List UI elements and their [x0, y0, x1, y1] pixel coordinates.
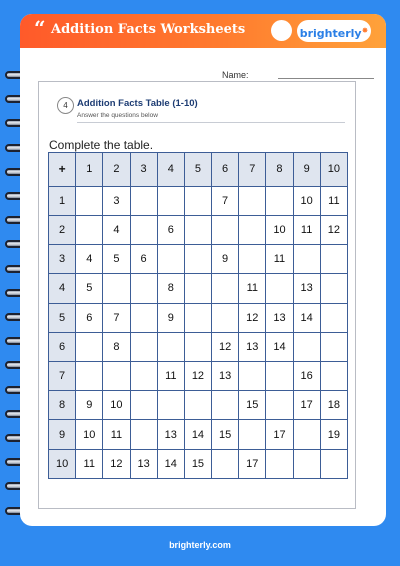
table-row	[49, 449, 348, 478]
filled-cell: 6	[157, 215, 184, 244]
row-header: 5	[49, 303, 76, 332]
quote-icon: “	[34, 16, 46, 40]
column-header: 10	[320, 153, 347, 187]
blank-answer-cell[interactable]	[157, 332, 184, 361]
table-row	[49, 362, 348, 391]
filled-cell: 13	[293, 274, 320, 303]
name-label: Name:	[222, 70, 249, 80]
filled-cell: 17	[239, 449, 266, 478]
filled-cell: 3	[103, 186, 130, 215]
blank-answer-cell[interactable]	[103, 274, 130, 303]
filled-cell: 9	[212, 245, 239, 274]
filled-cell: 11	[239, 274, 266, 303]
filled-cell: 17	[266, 420, 293, 449]
filled-cell: 13	[130, 449, 157, 478]
filled-cell: 19	[320, 420, 347, 449]
filled-cell: 5	[76, 274, 103, 303]
table-row	[49, 274, 348, 303]
blank-answer-cell[interactable]	[212, 215, 239, 244]
filled-cell: 17	[293, 391, 320, 420]
filled-cell: 13	[266, 303, 293, 332]
row-header: 6	[49, 332, 76, 361]
blank-answer-cell[interactable]	[320, 245, 347, 274]
column-header: 6	[212, 153, 239, 187]
filled-cell: 13	[212, 362, 239, 391]
row-header: 7	[49, 362, 76, 391]
blank-answer-cell[interactable]	[76, 186, 103, 215]
filled-cell: 10	[266, 215, 293, 244]
filled-cell: 15	[184, 449, 211, 478]
column-header: 1	[76, 153, 103, 187]
filled-cell: 11	[76, 449, 103, 478]
filled-cell: 8	[157, 274, 184, 303]
filled-cell: 15	[212, 420, 239, 449]
filled-cell: 13	[239, 332, 266, 361]
column-header: 9	[293, 153, 320, 187]
blank-answer-cell[interactable]	[184, 303, 211, 332]
blank-answer-cell[interactable]	[320, 274, 347, 303]
blank-answer-cell[interactable]	[293, 245, 320, 274]
blank-answer-cell[interactable]	[184, 215, 211, 244]
blank-answer-cell[interactable]	[320, 362, 347, 391]
filled-cell: 6	[76, 303, 103, 332]
filled-cell: 4	[103, 215, 130, 244]
filled-cell: 7	[103, 303, 130, 332]
blank-answer-cell[interactable]	[130, 215, 157, 244]
worksheet-title: Addition Facts Worksheets	[51, 22, 246, 37]
blank-answer-cell[interactable]	[293, 332, 320, 361]
blank-answer-cell[interactable]	[212, 391, 239, 420]
filled-cell: 14	[157, 449, 184, 478]
column-header: 2	[103, 153, 130, 187]
filled-cell: 7	[212, 186, 239, 215]
blank-answer-cell[interactable]	[293, 449, 320, 478]
filled-cell: 12	[320, 215, 347, 244]
blank-answer-cell[interactable]	[76, 215, 103, 244]
blank-answer-cell[interactable]	[239, 186, 266, 215]
circle-icon	[271, 20, 292, 41]
blank-answer-cell[interactable]	[76, 362, 103, 391]
filled-cell: 13	[157, 420, 184, 449]
table-row	[49, 303, 348, 332]
blank-answer-cell[interactable]	[212, 274, 239, 303]
filled-cell: 8	[103, 332, 130, 361]
blank-answer-cell[interactable]	[76, 332, 103, 361]
worksheet-page	[20, 14, 386, 526]
instruction-text: Complete the table.	[49, 138, 154, 152]
column-header: 4	[157, 153, 184, 187]
blank-answer-cell[interactable]	[266, 186, 293, 215]
filled-cell: 14	[266, 332, 293, 361]
name-input-line[interactable]	[278, 78, 374, 79]
blank-answer-cell[interactable]	[212, 449, 239, 478]
filled-cell: 4	[76, 245, 103, 274]
blank-answer-cell[interactable]	[130, 274, 157, 303]
filled-cell: 16	[293, 362, 320, 391]
filled-cell: 9	[76, 391, 103, 420]
blank-answer-cell[interactable]	[130, 420, 157, 449]
column-header: 8	[266, 153, 293, 187]
filled-cell: 11	[157, 362, 184, 391]
filled-cell: 11	[320, 186, 347, 215]
blank-answer-cell[interactable]	[320, 449, 347, 478]
filled-cell: 11	[103, 420, 130, 449]
blank-answer-cell[interactable]	[130, 186, 157, 215]
blank-answer-cell[interactable]	[157, 186, 184, 215]
table-row	[49, 391, 348, 420]
section-title: Addition Facts Table (1-10)	[77, 98, 198, 109]
section-number-badge: 4	[57, 97, 74, 114]
column-header: 7	[239, 153, 266, 187]
table-row	[49, 186, 348, 215]
spark-icon: ✸	[361, 26, 369, 35]
table-row	[49, 420, 348, 449]
blank-answer-cell[interactable]	[320, 332, 347, 361]
footer-url: brighterly.com	[169, 540, 231, 550]
filled-cell: 14	[293, 303, 320, 332]
filled-cell: 11	[293, 215, 320, 244]
filled-cell: 11	[266, 245, 293, 274]
blank-answer-cell[interactable]	[239, 245, 266, 274]
section-subtitle: Answer the questions below	[77, 112, 158, 119]
blank-answer-cell[interactable]	[130, 332, 157, 361]
filled-cell: 18	[320, 391, 347, 420]
filled-cell: 10	[76, 420, 103, 449]
blank-answer-cell[interactable]	[184, 186, 211, 215]
blank-answer-cell[interactable]	[130, 362, 157, 391]
blank-answer-cell[interactable]	[130, 303, 157, 332]
blank-answer-cell[interactable]	[157, 245, 184, 274]
row-header: 3	[49, 245, 76, 274]
blank-answer-cell[interactable]	[239, 420, 266, 449]
table-row	[49, 245, 348, 274]
filled-cell: 12	[184, 362, 211, 391]
blank-answer-cell[interactable]	[184, 274, 211, 303]
row-header: 2	[49, 215, 76, 244]
filled-cell: 15	[239, 391, 266, 420]
column-header: 5	[184, 153, 211, 187]
blank-answer-cell[interactable]	[239, 215, 266, 244]
table-header-row	[49, 153, 348, 187]
blank-answer-cell[interactable]	[239, 362, 266, 391]
filled-cell: 6	[130, 245, 157, 274]
blank-answer-cell[interactable]	[320, 303, 347, 332]
filled-cell: 12	[212, 332, 239, 361]
blank-answer-cell[interactable]	[266, 449, 293, 478]
filled-cell: 9	[157, 303, 184, 332]
blank-answer-cell[interactable]	[266, 362, 293, 391]
table-row	[49, 215, 348, 244]
row-header: 9	[49, 420, 76, 449]
blank-answer-cell[interactable]	[157, 391, 184, 420]
row-header: 10	[49, 449, 76, 478]
blank-answer-cell[interactable]	[293, 420, 320, 449]
filled-cell: 12	[239, 303, 266, 332]
row-header: 1	[49, 186, 76, 215]
addition-table	[48, 152, 348, 479]
section-divider	[77, 122, 345, 123]
filled-cell: 5	[103, 245, 130, 274]
table-corner-plus: +	[49, 153, 76, 187]
filled-cell: 12	[103, 449, 130, 478]
blank-answer-cell[interactable]	[103, 362, 130, 391]
blank-answer-cell[interactable]	[184, 391, 211, 420]
filled-cell: 10	[293, 186, 320, 215]
blank-answer-cell[interactable]	[184, 332, 211, 361]
filled-cell: 14	[184, 420, 211, 449]
brand-logo-text: brighterly	[299, 27, 362, 40]
column-header: 3	[130, 153, 157, 187]
blank-answer-cell[interactable]	[266, 274, 293, 303]
row-header: 4	[49, 274, 76, 303]
table-row	[49, 332, 348, 361]
brand-logo	[297, 20, 371, 42]
blank-answer-cell[interactable]	[266, 391, 293, 420]
blank-answer-cell[interactable]	[212, 303, 239, 332]
row-header: 8	[49, 391, 76, 420]
blank-answer-cell[interactable]	[130, 391, 157, 420]
blank-answer-cell[interactable]	[184, 245, 211, 274]
header-banner	[20, 14, 386, 48]
filled-cell: 10	[103, 391, 130, 420]
